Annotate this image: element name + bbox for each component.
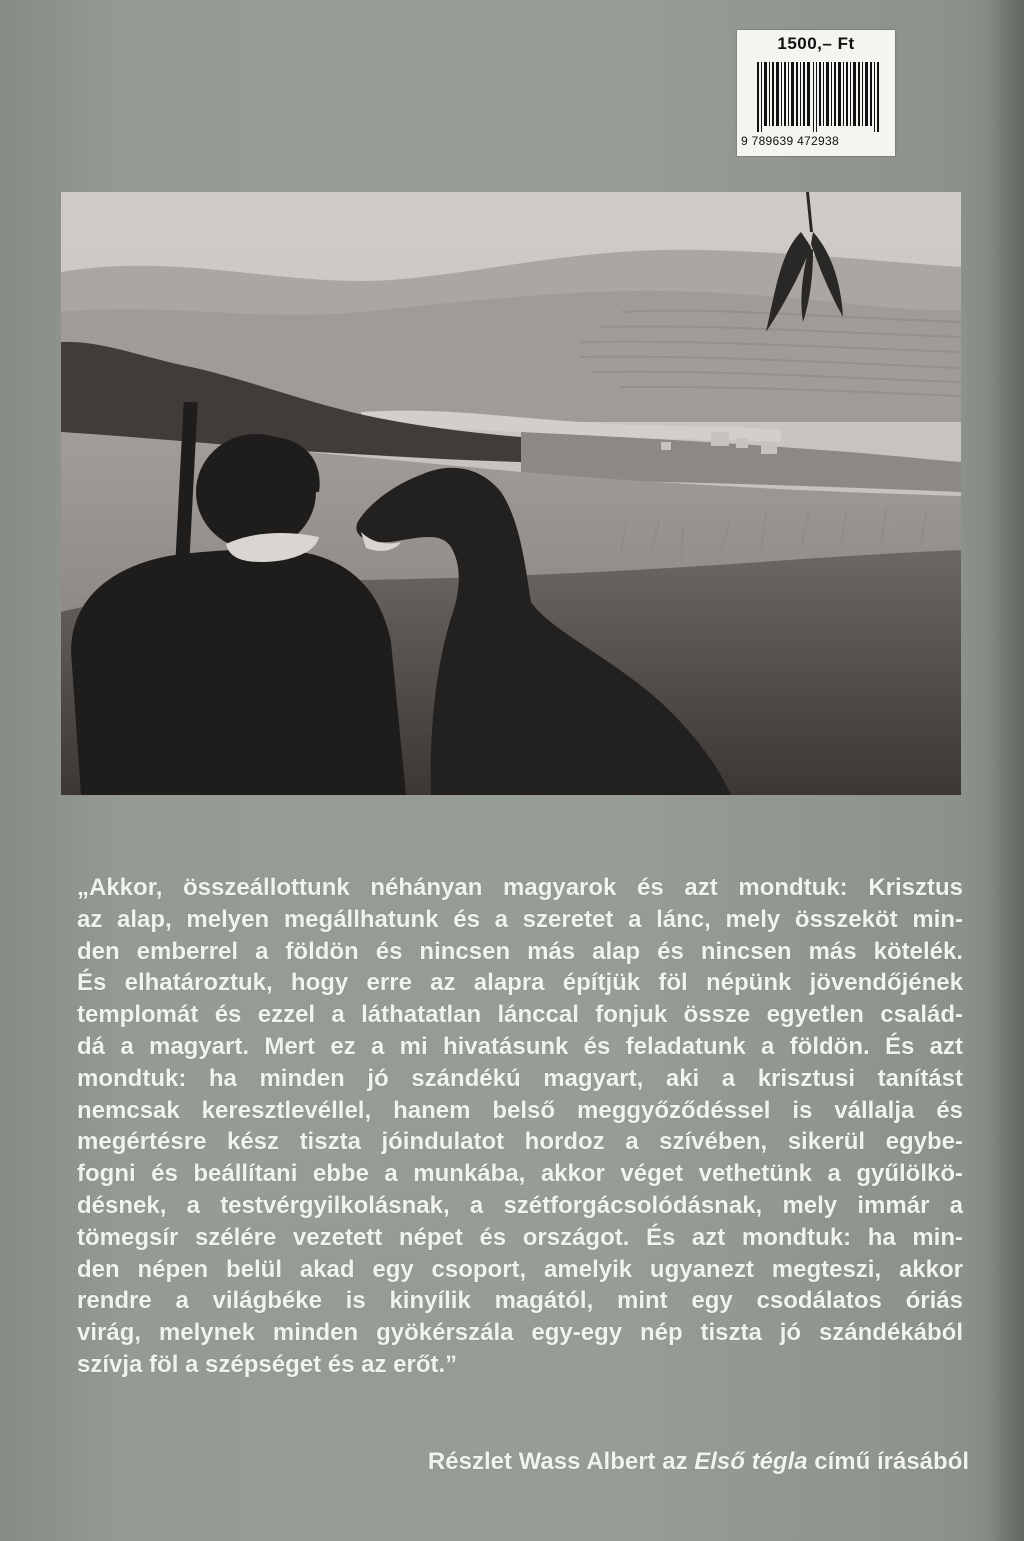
quote-line: templomát és ezzel a láthatatlan lánccal fonjuk össze egyetlen család-	[77, 1001, 963, 1029]
quote-line: nemcsak keresztlevéllel, hanem belső meggyőződéssel is vállalja és	[77, 1096, 963, 1124]
barcode-icon	[757, 62, 881, 132]
isbn-digits: 9 789639 472938	[741, 134, 839, 148]
quote-line: tömegsír szélére vezetett népet és országot. És azt mondtuk: ha min-	[77, 1223, 963, 1251]
quote-line: rendre a világbéke is kinyílik magától, mint egy csodálatos óriás	[77, 1287, 963, 1315]
attribution-prefix: Részlet Wass Albert az	[427, 1448, 695, 1475]
quote-line: désnek, a testvérgyilkolásnak, a szétforgácsolódásnak, mely immár a	[77, 1191, 963, 1219]
quote-line: az alap, melyen megállhatunk és a szeretet a lánc, mely összeköt min-	[77, 905, 963, 933]
quote-line: den emberrel a földön és nincsen más alap és nincsen más kötelék.	[77, 937, 963, 965]
quote-line: megértésre kész tiszta jóindulatot hordoz a szívében, sikerül egybe-	[77, 1128, 963, 1156]
quote-attribution	[428, 1448, 969, 1476]
price-label: 1500,– Ft	[777, 34, 855, 53]
landscape-with-hunter-and-dog-photo	[61, 192, 961, 795]
quote-line: szívja föl a szépséget és az erőt.”	[77, 1350, 458, 1378]
quote-line: den népen belül akad egy csoport, amelyik ugyanezt megteszi, akkor	[77, 1255, 963, 1283]
price-barcode-sticker	[737, 30, 895, 156]
quote-line: mondtuk: ha minden jó szándékú magyart, aki a krisztusi tanítást	[77, 1064, 963, 1092]
quote-line: És elhatároztuk, hogy erre az alapra építjük föl népünk jövendőjének	[77, 969, 963, 997]
cover-photo	[61, 192, 961, 795]
quote-line: „Akkor, összeállottunk néhányan magyarok és azt mondtuk: Krisztus	[77, 874, 963, 901]
attribution-suffix: című írásából	[807, 1448, 969, 1475]
quote-text	[77, 872, 963, 1381]
cover-edge-shadow	[988, 0, 1024, 1541]
attribution-work-title: Első tégla	[694, 1448, 808, 1475]
quote-line: dá a magyart. Mert ez a mi hivatásunk és feladatunk a földön. És azt	[77, 1032, 963, 1060]
quote-line: fogni és beállítani ebbe a munkába, akkor véget vethetünk a gyűlölkö-	[77, 1160, 963, 1188]
quote-line: virág, melynek minden gyökérszála egy-egy nép tiszta jó szándékából	[77, 1319, 963, 1347]
